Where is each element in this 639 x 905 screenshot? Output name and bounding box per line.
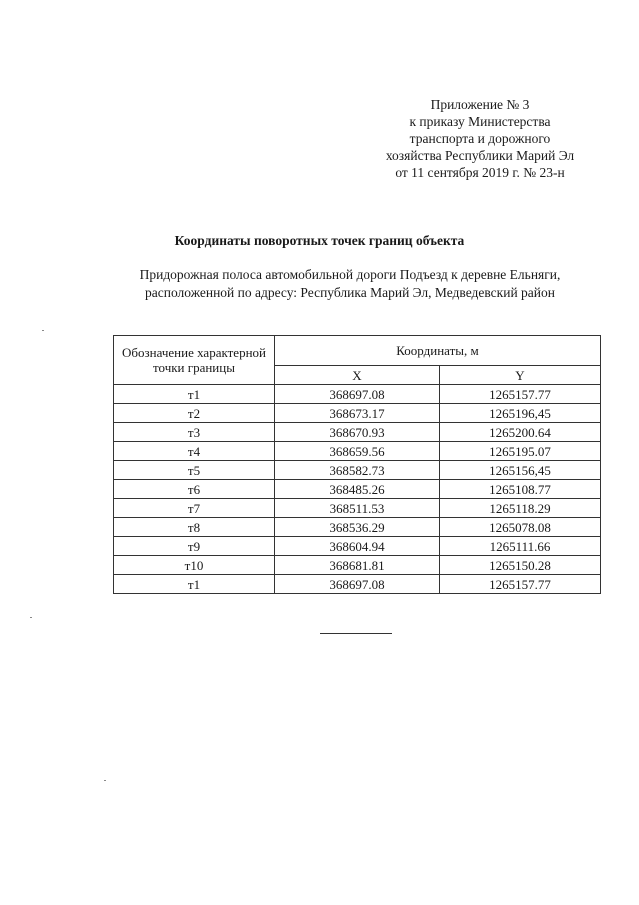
cell-y: 1265108.77 (440, 480, 601, 499)
cell-x: 368659.56 (275, 442, 440, 461)
cell-point: т3 (114, 423, 275, 442)
cell-x: 368673.17 (275, 404, 440, 423)
cell-x: 368536.29 (275, 518, 440, 537)
cell-y: 1265157.77 (440, 575, 601, 594)
cell-point: т6 (114, 480, 275, 499)
cell-y: 1265195.07 (440, 442, 601, 461)
cell-y: 1265157.77 (440, 385, 601, 404)
appendix-block (360, 96, 600, 181)
cell-x: 368511.53 (275, 499, 440, 518)
table-body (114, 385, 601, 594)
cell-point: т10 (114, 556, 275, 575)
appendix-line: от 11 сентября 2019 г. № 23-н (395, 165, 565, 180)
cell-point: т8 (114, 518, 275, 537)
appendix-line: транспорта и дорожного (409, 131, 551, 146)
table-row (114, 461, 601, 480)
table-row (114, 385, 601, 404)
cell-y: 1265150.28 (440, 556, 601, 575)
cell-y: 1265111.66 (440, 537, 601, 556)
cell-x: 368485.26 (275, 480, 440, 499)
document-title: Координаты поворотных точек границ объекта (174, 233, 465, 248)
description-line: Придорожная полоса автомобильной дороги Подъезд к деревне Ельняги, (139, 267, 561, 282)
appendix-line: хозяйства Республики Марий Эл (385, 148, 575, 163)
cell-point: т1 (114, 385, 275, 404)
cell-point: т7 (114, 499, 275, 518)
object-description (60, 266, 639, 302)
cell-point: т4 (114, 442, 275, 461)
table-row (114, 404, 601, 423)
cell-point: т1 (114, 575, 275, 594)
header-y: Y (440, 366, 601, 385)
scan-speck (42, 330, 44, 331)
cell-y: 1265200.64 (440, 423, 601, 442)
table-row (114, 499, 601, 518)
table-row (114, 423, 601, 442)
table-row (114, 442, 601, 461)
cell-y: 1265078.08 (440, 518, 601, 537)
table-row (114, 537, 601, 556)
table-row (114, 480, 601, 499)
table-row (114, 518, 601, 537)
cell-y: 1265196,45 (440, 404, 601, 423)
header-point-label: Обозначение характерной точки границы (114, 336, 275, 385)
cell-point: т2 (114, 404, 275, 423)
scan-speck (104, 780, 106, 781)
header-coordinates: Координаты, м (275, 336, 601, 366)
cell-x: 368681.81 (275, 556, 440, 575)
cell-x: 368604.94 (275, 537, 440, 556)
cell-x: 368670.93 (275, 423, 440, 442)
cell-point: т9 (114, 537, 275, 556)
appendix-line: Приложение № 3 (430, 97, 530, 112)
end-dash-line (320, 633, 392, 634)
table-row (114, 556, 601, 575)
description-line: расположенной по адресу: Республика Марий Эл, Медведевский район (145, 285, 555, 300)
appendix-line: к приказу Министерства (409, 114, 551, 129)
cell-y: 1265156,45 (440, 461, 601, 480)
cell-point: т5 (114, 461, 275, 480)
cell-y: 1265118.29 (440, 499, 601, 518)
cell-x: 368697.08 (275, 385, 440, 404)
header-x: X (275, 366, 440, 385)
cell-x: 368582.73 (275, 461, 440, 480)
scan-speck (30, 617, 32, 618)
coordinates-table (113, 335, 601, 594)
table-row (114, 575, 601, 594)
cell-x: 368697.08 (275, 575, 440, 594)
